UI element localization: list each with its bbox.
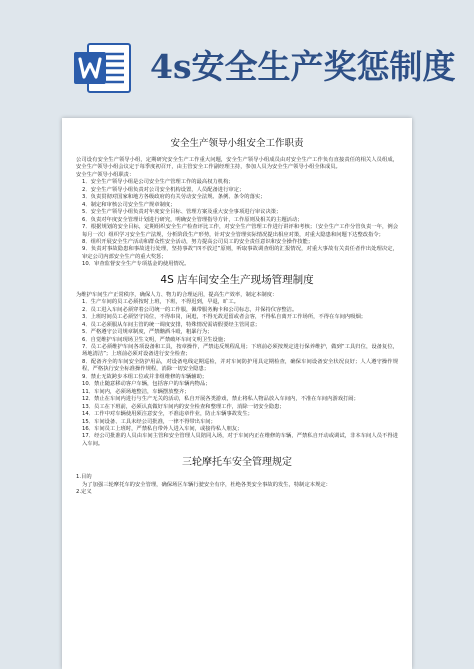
list-item: 3．上班时间员工必须坚守岗位，不得串岗，闲逛，不得无故逗留或者会客，不得私自离开工作场所，不得在车间内吸烟； — [82, 314, 367, 321]
list-item: 8．组织开展安全生产活动和群众性安全活动，努力提高公司员工的安全责任意识和安全操作技能； — [82, 238, 314, 245]
list-item: 2．安全生产领导小组负责对公司安全机构设置，人员配备进行审定； — [82, 186, 245, 193]
list-item: 4．制定和审核公司安全生产规章制度； — [82, 201, 176, 208]
list-item: 6．自觉维护车间现场卫生文明，严禁破坏车间文明卫生设施； — [82, 336, 229, 343]
document-title: 4s安全生产奖惩制度 — [150, 47, 456, 86]
section-body — [62, 292, 412, 449]
paragraph: 为维护车间生产正常秩序，确保人力、物力的合理运用，提高生产效率，制定本制度： — [76, 291, 278, 298]
list-item: 11．车间内，必须场地整洁，车辆摆放整齐； — [82, 388, 190, 395]
list-item: 4．员工必须服从车间主管的统一调度安排，特殊情况需请假要经主管同意； — [82, 321, 261, 328]
document-page — [62, 118, 412, 669]
section-body — [62, 157, 412, 269]
section-body — [62, 474, 412, 496]
list-item: 8．配备齐全的车间安全防护用品，对设备电线定期巡检，并对车间防护用具定期检查，确保车间设备安全状况良好；人人遵守操作规程，严格执行安全标准操作规程，消除一切安全隐患； — [82, 358, 398, 373]
list-item: 13．员工在下班前，必须认真做好车间内的安全检查和整理工作，消除一切安全隐患； — [82, 403, 285, 410]
list-item: 2．员工进入车间必须穿着公司统一的工作服，佩带服务胸卡和公司标志，并保持仪容整洁。 — [82, 306, 298, 313]
list-item: 7．根据规划的安全目标，定期组织安全生产检查评比工作，对安全生产管理工作进行讲评和考核；（安全生产工作分管负责一年，例会每月一次）组织学习安全生产法规，分析阶段生产形势，针对安全管理实际情况提出相应对策，对重大隐患和问题下达整改指令； — [82, 224, 398, 238]
list-item: 14．工作中对车辆使用须注意安全，不准违章作业，防止车辆事故发生； — [82, 411, 253, 418]
paragraph: 安全生产领导小组职责： — [76, 171, 135, 178]
list-item: 12．禁止在车间内进行与生产无关的活动，私自开展各类游戏，禁止将私人物品放入车间内，不准在车间内游戏打闹； — [82, 396, 359, 403]
list-item: 1．生产车间的员工必须按时上班，下班，不得迟到，早退，旷工。 — [82, 299, 239, 306]
list-item: 10．禁止随意移动客户车辆，包括客户的车辆内物品； — [82, 381, 211, 388]
paragraph: 公司设有安全生产领导小组，定期研究安全生产工作重大问题，安全生产领导小组成员由对安全生产工作负有直接责任的相关人员组成，安全生产领导小组会议定于每季度初召开，由主管安全工作副经理主持，参加人员为安全生产领导小组全体成员。 — [76, 157, 398, 171]
list-item: 5．安全生产领导小组负责对年度安全目标、管理方案及重大安全事项进行审议决策； — [82, 209, 282, 216]
list-item: 9．禁止无故跨步本组工位或并非组维修的车辆辅助； — [82, 373, 208, 380]
list-item: 7．员工必须维护车间各项设备和工具，按章操作，严禁违反规程乱用；下班前必须按规定进行保养维护，做到“工具归位，设备复位，场地清洁”；上班前必须对设备进行安全检查； — [82, 343, 398, 358]
section-heading: 4S 店车间安全生产现场管理制度 — [160, 273, 314, 286]
word-document-icon — [72, 40, 134, 96]
paragraph: 1.目的 — [76, 474, 92, 481]
paragraph: 为了加强三轮摩托车的安全管理，确保场区车辆行驶安全有序，杜绝各类安全事故的发生，特制定本规定： — [82, 481, 331, 488]
list-item: 6．负责对年度安全管理计划进行研究，明确安全管理指导方针，工作原则及相关的主题活动； — [82, 216, 303, 223]
list-item: 9．负责对事故隐患和事故进行处理，坚持事故“四不放过”原则，听取事故调查组的汇报情况，对重大事故有关责任者作出处理决定，审定公司内部安全生产的重大奖惩； — [82, 246, 398, 260]
banner — [0, 0, 474, 108]
list-item: 17．经公司批准的人员由车间主管和安全管理人员陪同入场，对于车间内正在维修的车辆，严禁私自开动或调试，非本车间人员不得进入车间。 — [82, 433, 398, 447]
list-item: 5．严格遵守公司规章制度，严禁酗酒斗殴，粗暴行为； — [82, 329, 213, 336]
section-heading: 安全生产领导小组安全工作职责 — [170, 138, 304, 149]
list-item: 15．车间设备、工具未经公司批准，一律不得带出车间； — [82, 418, 216, 425]
list-item: 1．安全生产领导小组是公司安全生产管理工作的最高权力机构； — [82, 179, 234, 186]
paragraph: 2.定义 — [76, 489, 92, 496]
list-item: 10．审查监督安全生产专项基金的使用情况。 — [82, 261, 190, 268]
list-item: 3．负责贯彻对国家和地方各级政府的有关劳动安全法规、条例、条令的落实； — [82, 194, 266, 201]
list-item: 16．车间员工上班时，严禁私自带外人进入车间，或接待私人朋友； — [82, 425, 243, 432]
section-heading: 三轮摩托车安全管理规定 — [182, 457, 292, 469]
